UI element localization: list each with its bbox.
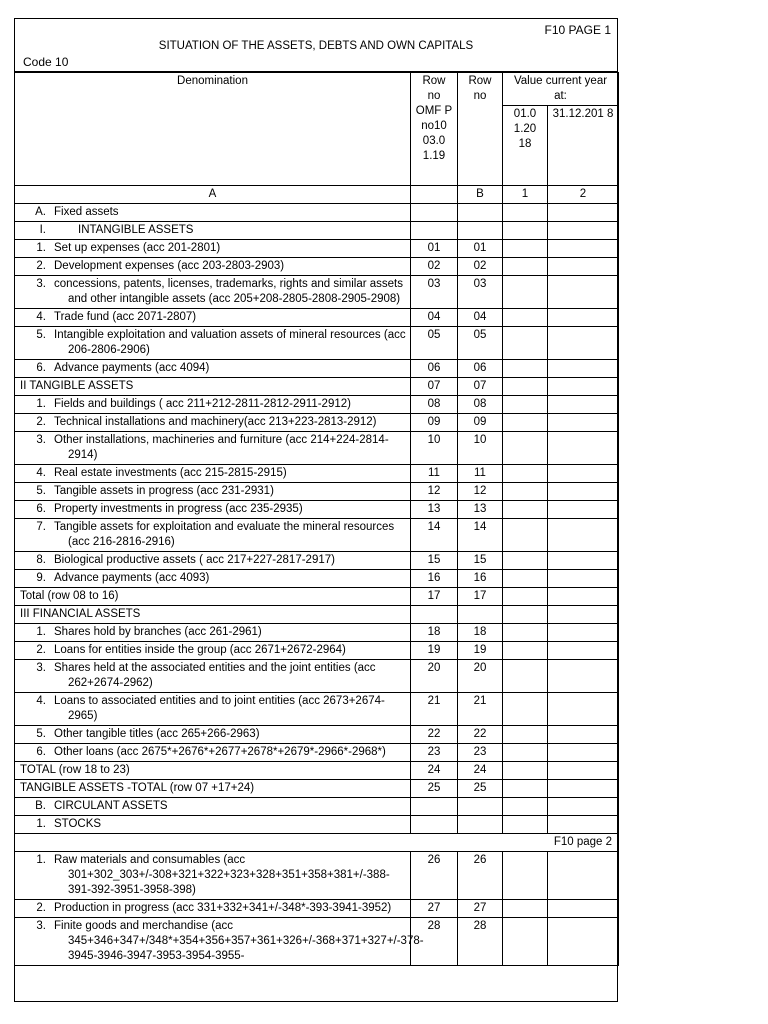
row-current-number: 11	[458, 465, 503, 483]
row-omfp-number: 25	[411, 780, 458, 798]
row-text: Shares hold by branches (acc 261-2961)	[54, 626, 262, 638]
row-denomination	[15, 660, 411, 693]
value-end[interactable]	[548, 327, 619, 360]
value-end[interactable]	[548, 660, 619, 693]
row-omfp-number: 01	[411, 240, 458, 258]
row-denomination	[15, 726, 411, 744]
value-start[interactable]	[503, 327, 548, 360]
row-text: Advance payments (acc 4093)	[54, 572, 210, 584]
table-row	[15, 519, 619, 552]
row-number: B.	[35, 800, 46, 812]
row-current-number: 16	[458, 570, 503, 588]
value-start[interactable]	[503, 414, 548, 432]
value-start[interactable]	[503, 660, 548, 693]
value-end[interactable]	[548, 606, 619, 624]
value-start[interactable]	[503, 780, 548, 798]
row-denomination	[15, 606, 411, 624]
row-current-number: 10	[458, 432, 503, 465]
row-current-number: 21	[458, 693, 503, 726]
row-text: concessions, patents, licenses, trademarks, rights and similar assets and other intangible assets (acc 205+208-2805-2808-2905-2908)	[54, 278, 403, 305]
table-row	[15, 327, 619, 360]
table-row	[15, 396, 619, 414]
row-denomination	[15, 693, 411, 726]
letter-a: A	[15, 186, 411, 204]
table-row	[15, 552, 619, 570]
row-omfp-number: 19	[411, 642, 458, 660]
table-row	[15, 501, 619, 519]
balance-sheet-form	[14, 18, 618, 1002]
row-denomination	[15, 900, 411, 918]
row-current-number: 02	[458, 258, 503, 276]
table-row	[15, 660, 619, 693]
row-denomination	[15, 762, 411, 780]
col-row-no: Row no	[458, 73, 503, 186]
row-number: 1.	[36, 398, 46, 410]
row-denomination	[15, 414, 411, 432]
row-number: 6.	[36, 362, 46, 374]
row-number: 2.	[36, 644, 46, 656]
form-title: SITUATION OF THE ASSETS, DEBTS AND OWN CAPITALS	[158, 40, 474, 52]
row-current-number: 05	[458, 327, 503, 360]
row-omfp-number: 07	[411, 378, 458, 396]
row-denomination	[15, 222, 411, 240]
row-text: Tangible assets for exploitation and evaluate the mineral resources (acc 216-2816-2916)	[54, 521, 395, 548]
value-end[interactable]	[548, 276, 619, 309]
row-omfp-number: 20	[411, 660, 458, 693]
table-row	[15, 624, 619, 642]
letter-1: 1	[503, 186, 548, 204]
row-text: Finite goods and merchandise (acc 345+346+347+/348*+354+356+357+361+326+/-368+371+327+/-378-3945-3946-3947-3953-3954-3955-	[54, 920, 424, 962]
value-start[interactable]	[503, 852, 548, 900]
value-end[interactable]	[548, 852, 619, 900]
value-end[interactable]	[548, 483, 619, 501]
col-denomination: Denomination	[15, 73, 411, 186]
form-header	[15, 19, 617, 72]
value-end[interactable]	[548, 918, 619, 966]
row-omfp-number	[411, 204, 458, 222]
value-start[interactable]	[503, 693, 548, 726]
assets-table	[14, 72, 619, 966]
row-omfp-number: 11	[411, 465, 458, 483]
row-current-number: 19	[458, 642, 503, 660]
row-number: 5.	[36, 329, 46, 341]
row-number: 3.	[36, 662, 46, 674]
value-start[interactable]	[503, 606, 548, 624]
row-number: 3.	[36, 434, 46, 446]
row-text: Tangible assets in progress (acc 231-2931)	[54, 485, 274, 497]
col-row-omfp: Row no OMF P no10 03.0 1.19	[411, 73, 458, 186]
row-text: Biological productive assets ( acc 217+227-2817-2917)	[54, 554, 335, 566]
value-start[interactable]	[503, 483, 548, 501]
value-end[interactable]	[548, 588, 619, 606]
table-row	[15, 918, 619, 966]
table-row	[15, 309, 619, 327]
row-omfp-number: 02	[411, 258, 458, 276]
table-row	[15, 258, 619, 276]
row-number: 8.	[36, 554, 46, 566]
row-text: CIRCULANT ASSETS	[54, 800, 168, 812]
row-text: TANGIBLE ASSETS -TOTAL (row 07 +17+24)	[20, 782, 255, 794]
row-number: 2.	[36, 416, 46, 428]
row-omfp-number	[411, 222, 458, 240]
value-start[interactable]	[503, 726, 548, 744]
row-text: STOCKS	[54, 818, 102, 830]
value-start[interactable]	[503, 378, 548, 396]
table-row	[15, 483, 619, 501]
value-end[interactable]	[548, 744, 619, 762]
value-start[interactable]	[503, 816, 548, 834]
value-end[interactable]	[548, 642, 619, 660]
row-denomination	[15, 642, 411, 660]
row-denomination	[15, 483, 411, 501]
row-text: II TANGIBLE ASSETS	[20, 380, 134, 392]
row-current-number: 22	[458, 726, 503, 744]
row-current-number	[458, 798, 503, 816]
row-omfp-number: 28	[411, 918, 458, 966]
table-row	[15, 693, 619, 726]
row-omfp-number: 16	[411, 570, 458, 588]
row-omfp-number: 26	[411, 852, 458, 900]
value-start[interactable]	[503, 240, 548, 258]
row-current-number: 14	[458, 519, 503, 552]
letter-b: B	[458, 186, 503, 204]
row-text: Set up expenses (acc 201-2801)	[54, 242, 221, 254]
row-number: 5.	[36, 728, 46, 740]
row-denomination	[15, 327, 411, 360]
row-current-number: 15	[458, 552, 503, 570]
row-omfp-number: 18	[411, 624, 458, 642]
value-start[interactable]	[503, 222, 548, 240]
value-start[interactable]	[503, 465, 548, 483]
row-denomination	[15, 552, 411, 570]
table-row	[15, 570, 619, 588]
row-number: 1.	[36, 854, 46, 866]
value-end[interactable]	[548, 222, 619, 240]
value-end[interactable]	[548, 501, 619, 519]
row-denomination	[15, 396, 411, 414]
row-number: 4.	[36, 695, 46, 707]
row-omfp-number: 04	[411, 309, 458, 327]
value-start[interactable]	[503, 744, 548, 762]
row-current-number: 07	[458, 378, 503, 396]
row-omfp-number: 06	[411, 360, 458, 378]
row-text: Production in progress (acc 331+332+341+/-348*-393-3941-3952)	[54, 902, 392, 914]
value-start[interactable]	[503, 624, 548, 642]
row-text: Trade fund (acc 2071-2807)	[54, 311, 197, 323]
row-text: Loans to associated entities and to joint entities (acc 2673+2674-2965)	[54, 695, 385, 722]
row-text: Other tangible titles (acc 265+266-2963)	[54, 728, 260, 740]
row-number: 4.	[36, 311, 46, 323]
value-start[interactable]	[503, 204, 548, 222]
row-denomination	[15, 624, 411, 642]
row-text: Advance payments (acc 4094)	[54, 362, 210, 374]
value-end[interactable]	[548, 726, 619, 744]
row-text: Property investments in progress (acc 235-2935)	[54, 503, 303, 515]
value-start[interactable]	[503, 258, 548, 276]
row-text: Fields and buildings ( acc 211+212-2811-2812-2911-2912)	[54, 398, 351, 410]
value-end[interactable]	[548, 798, 619, 816]
value-start[interactable]	[503, 570, 548, 588]
value-end[interactable]	[548, 465, 619, 483]
row-text: Shares held at the associated entities and the joint entities (acc 262+2674-2962)	[54, 662, 376, 689]
row-denomination	[15, 519, 411, 552]
value-start[interactable]	[503, 642, 548, 660]
value-start[interactable]	[503, 309, 548, 327]
value-start[interactable]	[503, 501, 548, 519]
row-text: Total (row 08 to 16)	[20, 590, 119, 602]
row-text: INTANGIBLE ASSETS	[78, 224, 194, 236]
row-current-number: 06	[458, 360, 503, 378]
row-denomination	[15, 378, 411, 396]
row-current-number: 17	[458, 588, 503, 606]
row-number: 1.	[36, 626, 46, 638]
row-denomination	[15, 501, 411, 519]
row-current-number: 04	[458, 309, 503, 327]
value-start[interactable]	[503, 276, 548, 309]
row-number: 2.	[36, 260, 46, 272]
value-start[interactable]	[503, 396, 548, 414]
row-text: TOTAL (row 18 to 23)	[20, 764, 130, 776]
row-text: Real estate investments (acc 215-2815-2915)	[54, 467, 287, 479]
row-text: Raw materials and consumables (acc 301+302_303+/-308+321+322+323+328+351+358+381+/-388-391-392-3951-3958-398)	[54, 854, 390, 896]
row-current-number: 25	[458, 780, 503, 798]
row-omfp-number: 24	[411, 762, 458, 780]
row-denomination	[15, 258, 411, 276]
value-end[interactable]	[548, 414, 619, 432]
row-denomination	[15, 588, 411, 606]
value-end[interactable]	[548, 552, 619, 570]
row-text: Loans for entities inside the group (acc 2671+2672-2964)	[54, 644, 346, 656]
value-end[interactable]	[548, 396, 619, 414]
row-current-number: 24	[458, 762, 503, 780]
value-start[interactable]	[503, 360, 548, 378]
page-label: F10 PAGE 1	[544, 23, 611, 37]
row-omfp-number: 13	[411, 501, 458, 519]
row-omfp-number: 15	[411, 552, 458, 570]
row-current-number	[458, 222, 503, 240]
value-start[interactable]	[503, 552, 548, 570]
row-omfp-number	[411, 816, 458, 834]
row-text: Other loans (acc 2675*+2676*+2677+2678*+2679*-2966*-2968*)	[54, 746, 386, 758]
row-denomination	[15, 570, 411, 588]
value-end[interactable]	[548, 624, 619, 642]
row-denomination	[15, 204, 411, 222]
page2-label: F10 page 2	[15, 834, 619, 852]
table-row	[15, 798, 619, 816]
value-end[interactable]	[548, 762, 619, 780]
row-number: I.	[39, 224, 46, 236]
form-code: Code 10	[23, 55, 69, 69]
row-current-number	[458, 606, 503, 624]
row-number: A.	[35, 206, 46, 218]
row-number: 3.	[36, 920, 46, 932]
row-denomination	[15, 780, 411, 798]
row-omfp-number: 03	[411, 276, 458, 309]
value-start[interactable]	[503, 432, 548, 465]
row-denomination	[15, 852, 411, 900]
table-row	[15, 360, 619, 378]
row-current-number: 12	[458, 483, 503, 501]
letter-2: 2	[548, 186, 619, 204]
table-row	[15, 276, 619, 309]
row-text: III FINANCIAL ASSETS	[20, 608, 141, 620]
table-row	[15, 222, 619, 240]
row-omfp-number	[411, 798, 458, 816]
row-current-number: 09	[458, 414, 503, 432]
row-number: 2.	[36, 902, 46, 914]
row-current-number: 23	[458, 744, 503, 762]
row-omfp-number: 10	[411, 432, 458, 465]
row-text: Development expenses (acc 203-2803-2903)	[54, 260, 285, 272]
value-end[interactable]	[548, 240, 619, 258]
value-end[interactable]	[548, 900, 619, 918]
row-omfp-number: 08	[411, 396, 458, 414]
col-value-header: Value current year at:	[503, 73, 619, 106]
table-row	[15, 744, 619, 762]
row-omfp-number: 17	[411, 588, 458, 606]
row-current-number: 28	[458, 918, 503, 966]
table-row	[15, 465, 619, 483]
table-row	[15, 816, 619, 834]
col-date-start: 01.0 1.20 18	[503, 106, 548, 186]
table-row	[15, 432, 619, 465]
row-denomination	[15, 309, 411, 327]
row-text: Technical installations and machinery(acc 213+223-2813-2912)	[54, 416, 377, 428]
row-current-number: 01	[458, 240, 503, 258]
row-denomination	[15, 240, 411, 258]
row-omfp-number: 27	[411, 900, 458, 918]
column-header-row	[15, 73, 619, 106]
letter-row	[15, 186, 619, 204]
row-number: 6.	[36, 503, 46, 515]
table-row	[15, 414, 619, 432]
row-current-number: 20	[458, 660, 503, 693]
table-row	[15, 852, 619, 900]
col-date-end: 31.12.201 8	[548, 106, 619, 186]
row-omfp-number: 05	[411, 327, 458, 360]
row-current-number: 18	[458, 624, 503, 642]
value-end[interactable]	[548, 570, 619, 588]
row-denomination	[15, 465, 411, 483]
row-number: 3.	[36, 278, 46, 290]
row-text: Intangible exploitation and valuation assets of mineral resources (acc 206-2806-2906)	[54, 329, 406, 356]
row-current-number: 08	[458, 396, 503, 414]
table-row	[15, 780, 619, 798]
row-omfp-number: 12	[411, 483, 458, 501]
value-end[interactable]	[548, 204, 619, 222]
value-end[interactable]	[548, 693, 619, 726]
row-denomination	[15, 432, 411, 465]
table-body-page1	[15, 204, 619, 834]
value-start[interactable]	[503, 519, 548, 552]
row-denomination	[15, 276, 411, 309]
table-row	[15, 762, 619, 780]
table-row	[15, 240, 619, 258]
row-omfp-number: 23	[411, 744, 458, 762]
row-text: Fixed assets	[54, 206, 119, 218]
value-end[interactable]	[548, 360, 619, 378]
row-number: 6.	[36, 746, 46, 758]
row-number: 5.	[36, 485, 46, 497]
value-start[interactable]	[503, 588, 548, 606]
row-current-number: 13	[458, 501, 503, 519]
value-end[interactable]	[548, 258, 619, 276]
value-start[interactable]	[503, 918, 548, 966]
row-current-number: 26	[458, 852, 503, 900]
row-denomination	[15, 918, 424, 966]
table-row	[15, 606, 619, 624]
row-denomination	[15, 744, 411, 762]
value-end[interactable]	[548, 378, 619, 396]
row-number: 1.	[36, 818, 46, 830]
row-omfp-number: 22	[411, 726, 458, 744]
value-end[interactable]	[548, 816, 619, 834]
value-end[interactable]	[548, 432, 619, 465]
table-row	[15, 378, 619, 396]
row-number: 9.	[36, 572, 46, 584]
row-denomination	[15, 798, 411, 816]
table-row	[15, 900, 619, 918]
value-start[interactable]	[503, 798, 548, 816]
row-current-number	[458, 816, 503, 834]
row-text: Other installations, machineries and furniture (acc 214+224-2814-2914)	[54, 434, 389, 461]
table-row	[15, 588, 619, 606]
table-body-page2	[15, 852, 619, 966]
row-denomination	[15, 360, 411, 378]
value-end[interactable]	[548, 780, 619, 798]
row-omfp-number: 09	[411, 414, 458, 432]
row-number: 4.	[36, 467, 46, 479]
row-current-number: 27	[458, 900, 503, 918]
page-break-row	[15, 834, 619, 852]
value-end[interactable]	[548, 309, 619, 327]
row-number: 1.	[36, 242, 46, 254]
row-number: 7.	[36, 521, 46, 533]
value-end[interactable]	[548, 519, 619, 552]
table-row	[15, 642, 619, 660]
row-denomination	[15, 816, 411, 834]
row-current-number	[458, 204, 503, 222]
row-omfp-number: 14	[411, 519, 458, 552]
row-current-number: 03	[458, 276, 503, 309]
value-start[interactable]	[503, 762, 548, 780]
letter-blank	[411, 186, 458, 204]
row-omfp-number: 21	[411, 693, 458, 726]
row-omfp-number	[411, 606, 458, 624]
table-row	[15, 204, 619, 222]
table-row	[15, 726, 619, 744]
value-start[interactable]	[503, 900, 548, 918]
